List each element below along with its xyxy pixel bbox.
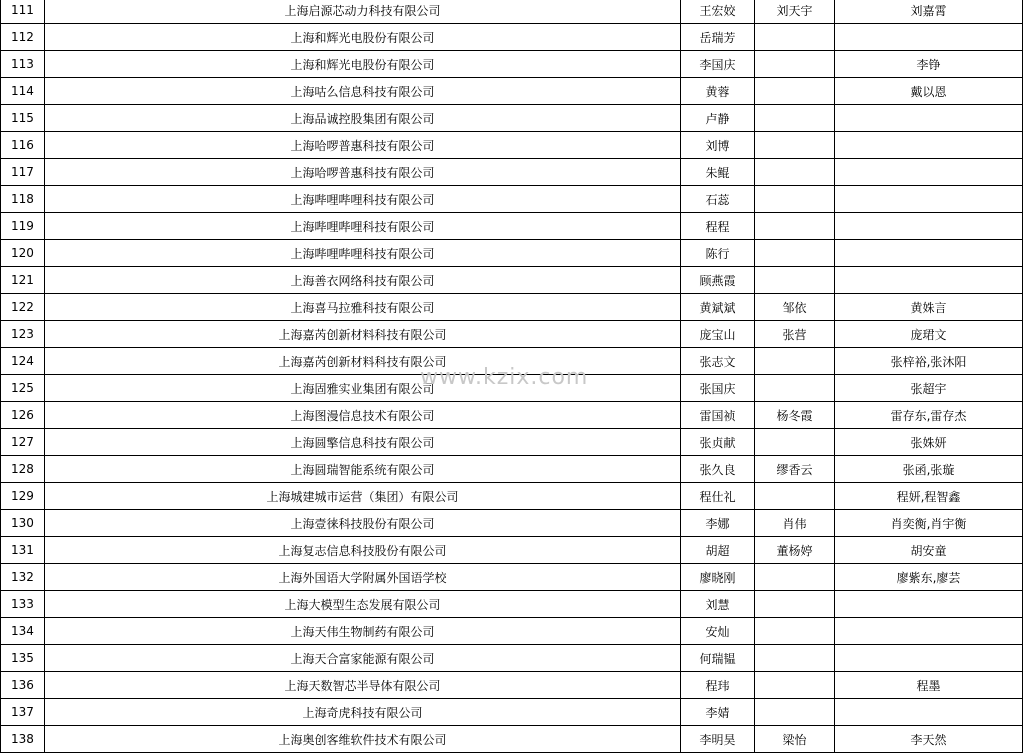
table-row: [1, 564, 1023, 591]
table-row: [1, 105, 1023, 132]
spouse-name-cell: [755, 591, 835, 618]
company-name-cell: 上海复志信息科技股份有限公司: [45, 537, 681, 564]
table-row: [1, 267, 1023, 294]
spouse-name-cell: [755, 159, 835, 186]
company-name-cell: 上海圆瑞智能系统有限公司: [45, 456, 681, 483]
table-row: [1, 375, 1023, 402]
child-name-cell: 戴以恩: [835, 78, 1023, 105]
person-name-cell: 朱鲲: [681, 159, 755, 186]
child-name-cell: 张函,张璇: [835, 456, 1023, 483]
spouse-name-cell: [755, 51, 835, 78]
spouse-name-cell: 张营: [755, 321, 835, 348]
row-number-cell: 131: [1, 537, 45, 564]
company-name-cell: 上海善衣网络科技有限公司: [45, 267, 681, 294]
person-name-cell: 岳瑞芳: [681, 24, 755, 51]
table-row: [1, 618, 1023, 645]
company-name-cell: 上海哔哩哔哩科技有限公司: [45, 240, 681, 267]
table-row: [1, 456, 1023, 483]
person-name-cell: 李婧: [681, 699, 755, 726]
company-name-cell: 上海外国语大学附属外国语学校: [45, 564, 681, 591]
spouse-name-cell: [755, 672, 835, 699]
table-row: [1, 0, 1023, 24]
spouse-name-cell: [755, 213, 835, 240]
row-number-cell: 113: [1, 51, 45, 78]
child-name-cell: 黄姝言: [835, 294, 1023, 321]
child-name-cell: 李铮: [835, 51, 1023, 78]
spouse-name-cell: [755, 564, 835, 591]
child-name-cell: [835, 186, 1023, 213]
person-name-cell: 张贞献: [681, 429, 755, 456]
row-number-cell: 112: [1, 24, 45, 51]
spouse-name-cell: [755, 240, 835, 267]
company-name-cell: 上海和辉光电股份有限公司: [45, 51, 681, 78]
spouse-name-cell: 肖伟: [755, 510, 835, 537]
company-name-cell: 上海大模型生态发展有限公司: [45, 591, 681, 618]
row-number-cell: 135: [1, 645, 45, 672]
child-name-cell: 程墨: [835, 672, 1023, 699]
child-name-cell: 庞珺文: [835, 321, 1023, 348]
table-row: [1, 726, 1023, 753]
row-number-cell: 119: [1, 213, 45, 240]
row-number-cell: 132: [1, 564, 45, 591]
child-name-cell: [835, 105, 1023, 132]
table-row: [1, 483, 1023, 510]
child-name-cell: [835, 618, 1023, 645]
child-name-cell: 程妍,程智鑫: [835, 483, 1023, 510]
table-row: [1, 699, 1023, 726]
person-name-cell: 张志文: [681, 348, 755, 375]
table-row: [1, 429, 1023, 456]
table-row: [1, 591, 1023, 618]
spouse-name-cell: [755, 186, 835, 213]
spouse-name-cell: [755, 645, 835, 672]
row-number-cell: 117: [1, 159, 45, 186]
person-name-cell: 李国庆: [681, 51, 755, 78]
row-number-cell: 111: [1, 0, 45, 24]
table-row: [1, 240, 1023, 267]
table-body: [1, 0, 1023, 753]
child-name-cell: [835, 132, 1023, 159]
company-name-cell: 上海哈啰普惠科技有限公司: [45, 132, 681, 159]
spouse-name-cell: [755, 618, 835, 645]
spouse-name-cell: 邹依: [755, 294, 835, 321]
company-name-cell: 上海和辉光电股份有限公司: [45, 24, 681, 51]
child-name-cell: 张梓裕,张沐阳: [835, 348, 1023, 375]
person-name-cell: 程程: [681, 213, 755, 240]
row-number-cell: 134: [1, 618, 45, 645]
table-row: [1, 402, 1023, 429]
row-number-cell: 115: [1, 105, 45, 132]
row-number-cell: 121: [1, 267, 45, 294]
child-name-cell: [835, 24, 1023, 51]
person-name-cell: 黄斌斌: [681, 294, 755, 321]
table-row: [1, 537, 1023, 564]
child-name-cell: 刘嘉霄: [835, 0, 1023, 24]
row-number-cell: 118: [1, 186, 45, 213]
child-name-cell: [835, 645, 1023, 672]
company-name-cell: 上海咕么信息科技有限公司: [45, 78, 681, 105]
row-number-cell: 128: [1, 456, 45, 483]
person-name-cell: 石蕊: [681, 186, 755, 213]
person-name-cell: 张国庆: [681, 375, 755, 402]
child-name-cell: 李天然: [835, 726, 1023, 753]
person-name-cell: 廖晓刚: [681, 564, 755, 591]
child-name-cell: 胡安童: [835, 537, 1023, 564]
person-name-cell: 顾燕霞: [681, 267, 755, 294]
child-name-cell: 肖奕衡,肖宇衡: [835, 510, 1023, 537]
company-name-cell: 上海哔哩哔哩科技有限公司: [45, 213, 681, 240]
row-number-cell: 116: [1, 132, 45, 159]
table-row: [1, 159, 1023, 186]
row-number-cell: 126: [1, 402, 45, 429]
child-name-cell: 廖紫东,廖芸: [835, 564, 1023, 591]
company-name-cell: 上海哈啰普惠科技有限公司: [45, 159, 681, 186]
company-name-cell: 上海嘉芮创新材料科技有限公司: [45, 321, 681, 348]
person-name-cell: 李娜: [681, 510, 755, 537]
person-name-cell: 安灿: [681, 618, 755, 645]
person-name-cell: 何瑞韫: [681, 645, 755, 672]
person-name-cell: 刘慧: [681, 591, 755, 618]
company-name-cell: 上海圆擎信息科技有限公司: [45, 429, 681, 456]
child-name-cell: 张姝妍: [835, 429, 1023, 456]
company-name-cell: 上海天数智芯半导体有限公司: [45, 672, 681, 699]
company-name-cell: 上海奥创客维软件技术有限公司: [45, 726, 681, 753]
person-name-cell: 张久良: [681, 456, 755, 483]
row-number-cell: 124: [1, 348, 45, 375]
person-name-cell: 李明昊: [681, 726, 755, 753]
person-name-cell: 庞宝山: [681, 321, 755, 348]
person-name-cell: 刘博: [681, 132, 755, 159]
row-number-cell: 138: [1, 726, 45, 753]
person-name-cell: 胡超: [681, 537, 755, 564]
company-name-cell: 上海城建城市运营（集团）有限公司: [45, 483, 681, 510]
child-name-cell: [835, 240, 1023, 267]
child-name-cell: [835, 267, 1023, 294]
spouse-name-cell: 董杨婷: [755, 537, 835, 564]
spouse-name-cell: [755, 267, 835, 294]
spouse-name-cell: [755, 348, 835, 375]
company-name-cell: 上海壹徕科技股份有限公司: [45, 510, 681, 537]
row-number-cell: 120: [1, 240, 45, 267]
row-number-cell: 129: [1, 483, 45, 510]
row-number-cell: 122: [1, 294, 45, 321]
spouse-name-cell: [755, 132, 835, 159]
spouse-name-cell: 梁怡: [755, 726, 835, 753]
company-name-cell: 上海天伟生物制药有限公司: [45, 618, 681, 645]
row-number-cell: 114: [1, 78, 45, 105]
person-name-cell: 卢静: [681, 105, 755, 132]
row-number-cell: 133: [1, 591, 45, 618]
company-name-cell: 上海固雅实业集团有限公司: [45, 375, 681, 402]
row-number-cell: 123: [1, 321, 45, 348]
company-name-cell: 上海启源芯动力科技有限公司: [45, 0, 681, 24]
child-name-cell: [835, 159, 1023, 186]
table-row: [1, 51, 1023, 78]
child-name-cell: 张超宇: [835, 375, 1023, 402]
spouse-name-cell: 刘天宇: [755, 0, 835, 24]
child-name-cell: [835, 591, 1023, 618]
spouse-name-cell: 杨冬霞: [755, 402, 835, 429]
company-name-cell: 上海奇虎科技有限公司: [45, 699, 681, 726]
child-name-cell: [835, 213, 1023, 240]
table-row: [1, 321, 1023, 348]
company-name-cell: 上海嘉芮创新材料科技有限公司: [45, 348, 681, 375]
company-name-cell: 上海图漫信息技术有限公司: [45, 402, 681, 429]
company-name-cell: 上海天合富家能源有限公司: [45, 645, 681, 672]
row-number-cell: 125: [1, 375, 45, 402]
spouse-name-cell: [755, 375, 835, 402]
table-row: [1, 348, 1023, 375]
table-row: [1, 213, 1023, 240]
company-name-cell: 上海哔哩哔哩科技有限公司: [45, 186, 681, 213]
table-row: [1, 510, 1023, 537]
company-name-cell: 上海品诚控股集团有限公司: [45, 105, 681, 132]
person-name-cell: 陈行: [681, 240, 755, 267]
table-row: [1, 132, 1023, 159]
spouse-name-cell: [755, 483, 835, 510]
watermark: www.kzix.com: [420, 365, 589, 390]
table-row: [1, 672, 1023, 699]
person-name-cell: 雷国祯: [681, 402, 755, 429]
person-name-cell: 程仕礼: [681, 483, 755, 510]
person-name-cell: 王宏姣: [681, 0, 755, 24]
spouse-name-cell: [755, 429, 835, 456]
spouse-name-cell: 缪香云: [755, 456, 835, 483]
row-number-cell: 127: [1, 429, 45, 456]
spouse-name-cell: [755, 699, 835, 726]
spouse-name-cell: [755, 24, 835, 51]
table-row: [1, 24, 1023, 51]
spouse-name-cell: [755, 78, 835, 105]
spouse-name-cell: [755, 105, 835, 132]
company-name-cell: 上海喜马拉雅科技有限公司: [45, 294, 681, 321]
table-row: [1, 78, 1023, 105]
child-name-cell: [835, 699, 1023, 726]
table-row: [1, 645, 1023, 672]
row-number-cell: 136: [1, 672, 45, 699]
table-row: [1, 294, 1023, 321]
person-name-cell: 黄蓉: [681, 78, 755, 105]
table-row: [1, 186, 1023, 213]
row-number-cell: 137: [1, 699, 45, 726]
child-name-cell: 雷存东,雷存杰: [835, 402, 1023, 429]
person-name-cell: 程玮: [681, 672, 755, 699]
row-number-cell: 130: [1, 510, 45, 537]
